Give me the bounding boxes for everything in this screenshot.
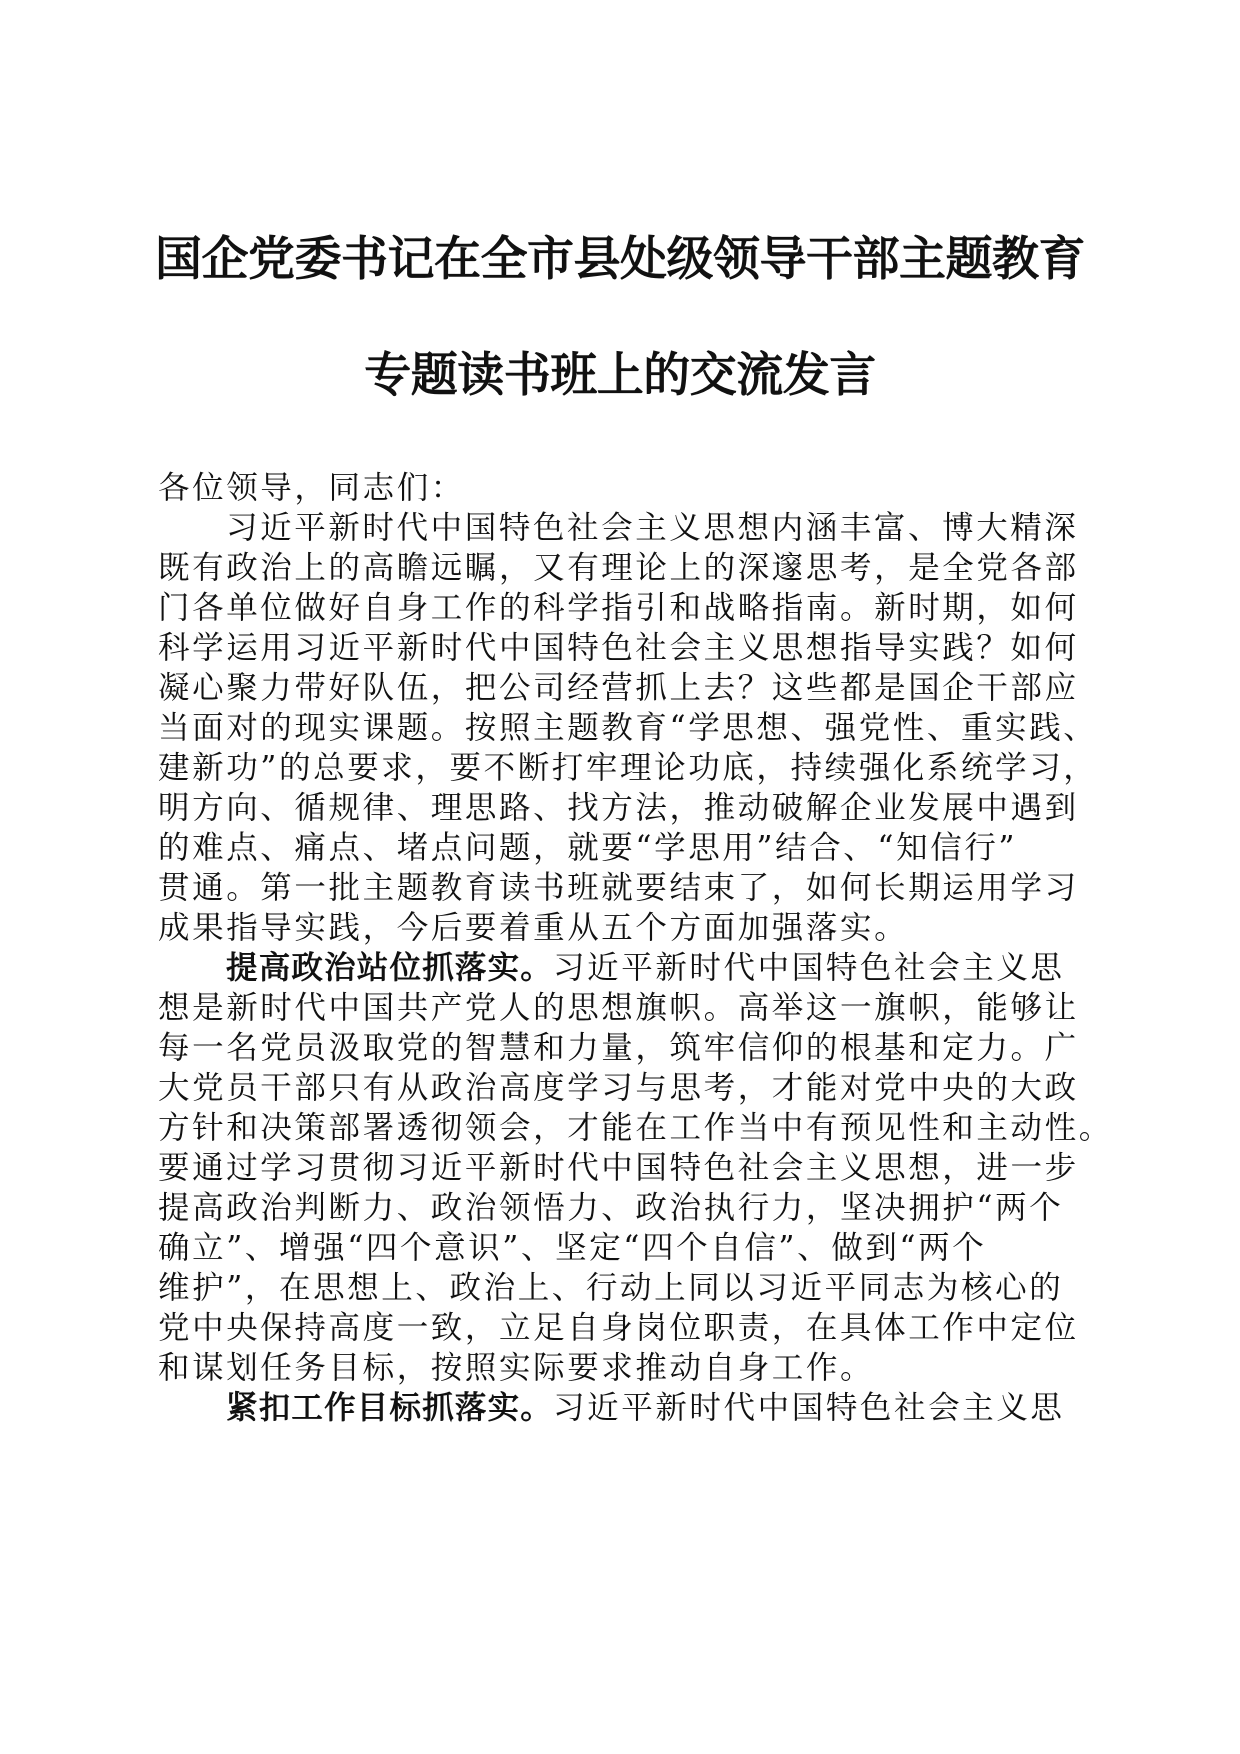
- paragraph-line: 方针和决策部署透彻领会，才能在工作当中有预见性和主动性。: [158, 1110, 1113, 1146]
- paragraph-text: 习近平新时代中国特色社会主义思: [553, 1390, 1065, 1426]
- paragraph-line: 贯通。第一批主题教育读书班就要结束了，如何长期运用学习: [158, 870, 1079, 906]
- section-heading: 紧扣工作目标抓落实。: [226, 1390, 554, 1426]
- section-heading: 提高政治站位抓落实。: [226, 950, 554, 986]
- paragraph-line: [158, 1388, 1088, 1428]
- paragraph-line: 门各单位做好自身工作的科学指引和战略指南。新时期，如何: [158, 590, 1079, 626]
- paragraph-line: 既有政治上的高瞻远瞩，又有理论上的深邃思考，是全党各部: [158, 550, 1079, 586]
- paragraph-line: 党中央保持高度一致，立足自身岗位职责，在具体工作中定位: [158, 1310, 1079, 1346]
- paragraph-line: 建新功”的总要求，要不断打牢理论功底，持续强化系统学习，: [158, 750, 1098, 786]
- paragraph-line: 每一名党员汲取党的智慧和力量，筑牢信仰的根基和定力。广: [158, 1030, 1079, 1066]
- paragraph-line: 的难点、痛点、堵点问题，就要“学思用”结合、“知信行”: [158, 830, 1018, 866]
- paragraph-line: 大党员干部只有从政治高度学习与思考，才能对党中央的大政: [158, 1070, 1079, 1106]
- document-body: [158, 468, 1113, 1428]
- paragraph-line: 提高政治判断力、政治领悟力、政治执行力，坚决拥护“两个: [158, 1190, 1064, 1226]
- paragraph-3: [158, 1388, 1088, 1428]
- paragraph-2: [158, 948, 1113, 1388]
- paragraph-line: 明方向、循规律、理思路、找方法，推动破解企业发展中遇到: [158, 790, 1079, 826]
- paragraph-line: 科学运用习近平新时代中国特色社会主义思想指导实践？如何: [158, 630, 1079, 666]
- paragraph-line: 当面对的现实课题。按照主题教育“学思想、强党性、重实践、: [158, 710, 1098, 746]
- title-line-1: 国企党委书记在全市县处级领导干部主题教育: [155, 232, 1085, 287]
- paragraph-line: 成果指导实践，今后要着重从五个方面加强落实。: [158, 910, 909, 946]
- title-line-2: 专题读书班上的交流发言: [364, 348, 876, 403]
- paragraph-line: 想是新时代中国共产党人的思想旗帜。高举这一旗帜，能够让: [158, 990, 1079, 1026]
- paragraph-line: 习近平新时代中国特色社会主义思想内涵丰富、博大精深: [226, 510, 1079, 546]
- paragraph-line: 凝心聚力带好队伍，把公司经营抓上去？这些都是国企干部应: [158, 670, 1079, 706]
- paragraph-line: 要通过学习贯彻习近平新时代中国特色社会主义思想，进一步: [158, 1150, 1079, 1186]
- paragraph-1: [158, 508, 1098, 948]
- paragraph-line: 维护”，在思想上、政治上、行动上同以习近平同志为核心的: [158, 1270, 1064, 1306]
- paragraph-line: [158, 948, 1088, 988]
- salutation: 各位领导，同志们：: [158, 470, 465, 506]
- paragraph-line: 确立”、增强“四个意识”、坚定“四个自信”、做到“两个: [158, 1230, 987, 1266]
- paragraph-text: 习近平新时代中国特色社会主义思: [553, 950, 1065, 986]
- paragraph-line: 和谋划任务目标，按照实际要求推动自身工作。: [158, 1350, 875, 1386]
